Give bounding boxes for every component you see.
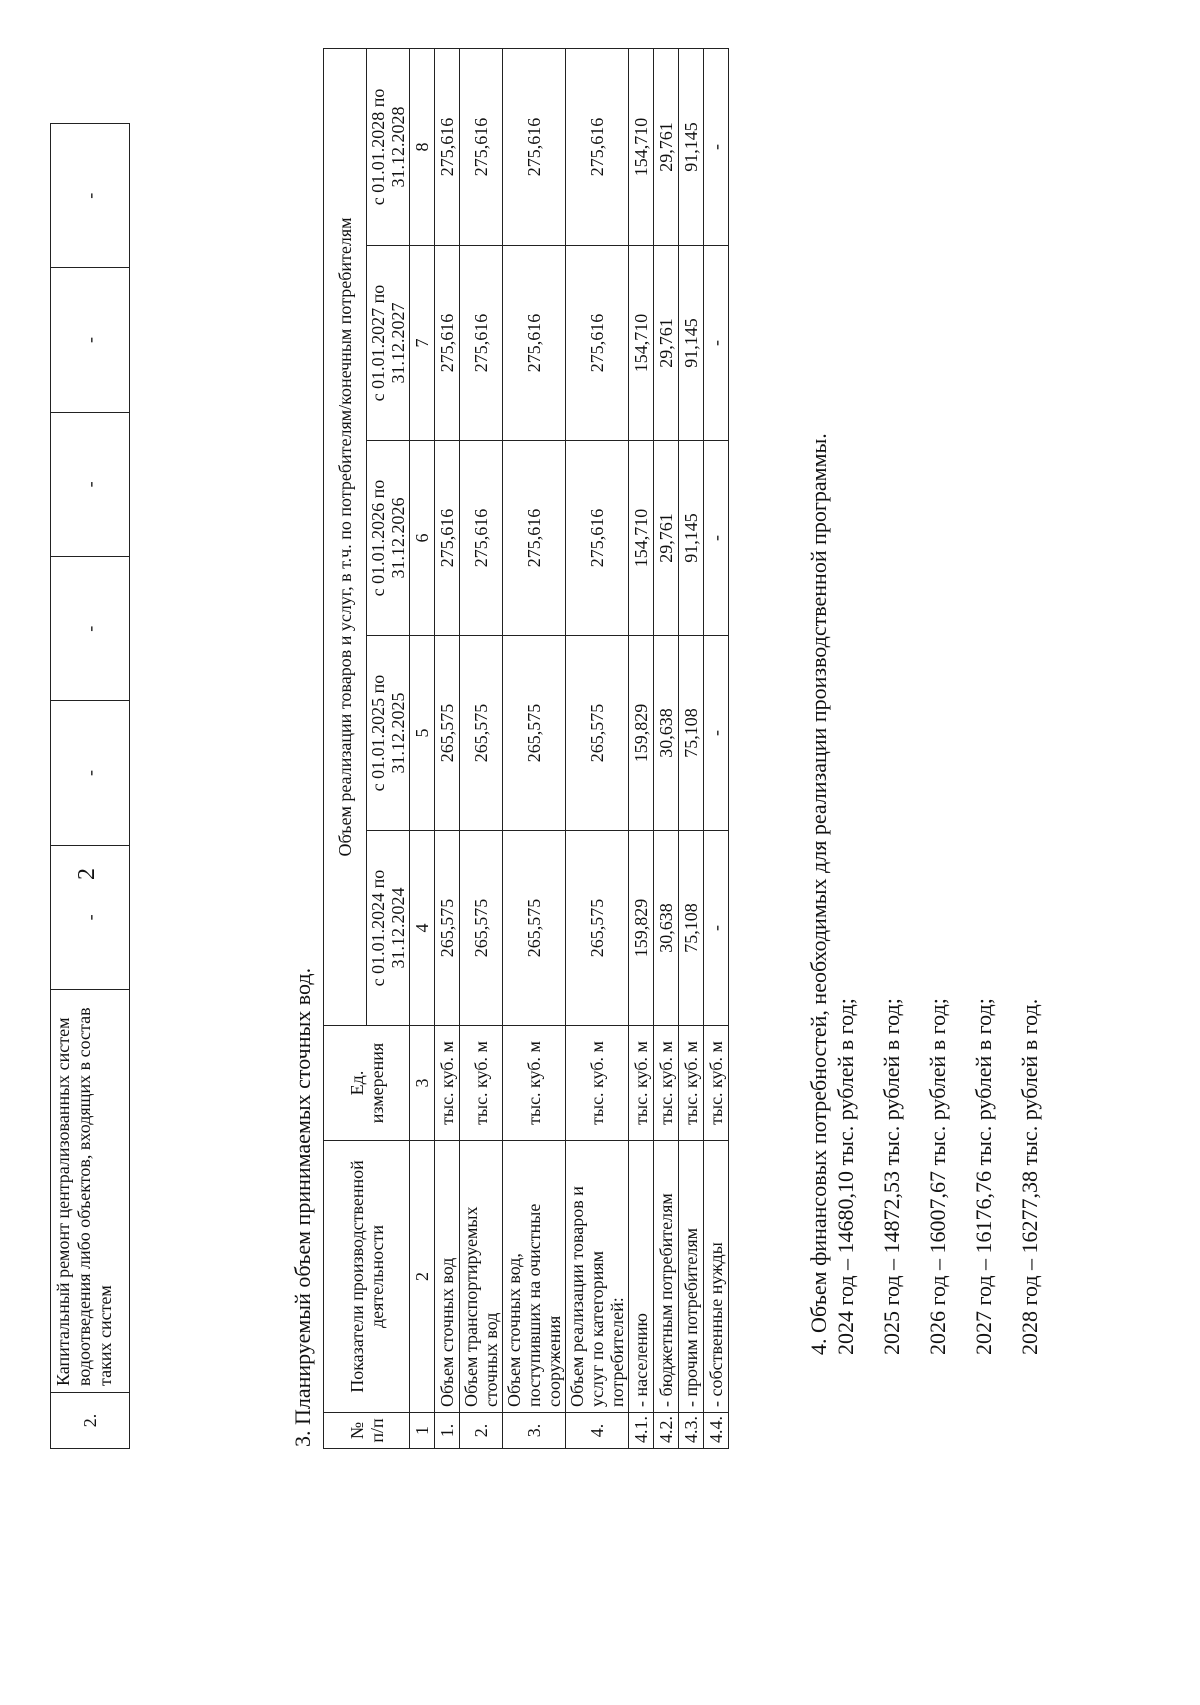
table-cell: 275,616 (460, 48, 503, 245)
table-row (51, 124, 130, 1449)
row-unit: тыс. куб. м (566, 1026, 629, 1141)
header-period: с 01.01.2027 по 31.12.2027 (367, 246, 410, 441)
table-cell: - (51, 845, 130, 989)
header-period: с 01.01.2026 по 31.12.2026 (367, 441, 410, 636)
table-cell: - (704, 636, 729, 831)
wastewater-volume-table (323, 48, 729, 1449)
table-cell: 265,575 (503, 636, 566, 831)
column-number: 3 (410, 1026, 435, 1141)
row-number: 4.4. (704, 1413, 729, 1449)
row-number: 2. (51, 1393, 130, 1449)
table-cell: 275,616 (460, 246, 503, 441)
table-cell: - (51, 268, 130, 412)
row-unit: тыс. куб. м (503, 1026, 566, 1141)
table-cell: 30,638 (654, 636, 679, 831)
row-unit: тыс. куб. м (435, 1026, 460, 1141)
table-cell: - (51, 412, 130, 556)
row-number: 4.1. (629, 1413, 654, 1449)
table-cell: 275,616 (566, 48, 629, 245)
table-cell: 265,575 (460, 636, 503, 831)
row-number: 4.2. (654, 1413, 679, 1449)
page-number: 2 (74, 868, 100, 880)
table-cell: 275,616 (460, 441, 503, 636)
table-cell: 91,145 (679, 441, 704, 636)
row-indicator: Объем транспортируемых сточных вод (460, 1141, 503, 1413)
section-4-title: 4. Объем финансовых потребностей, необходимых для реализации производственной программы. (806, 433, 831, 1355)
header-period: с 01.01.2024 по 31.12.2024 (367, 831, 410, 1026)
header-volume: Объем реализации товаров и услуг, в т.ч. по потребителям/конечным потребителям (324, 48, 367, 1025)
row-unit: тыс. куб. м (629, 1026, 654, 1141)
row-number: 4. (566, 1413, 629, 1449)
table-cell: 275,616 (435, 48, 460, 245)
table-row (435, 48, 460, 1448)
financial-line: 2024 год – 14680,10 тыс. рублей в год; (833, 998, 858, 1355)
table-cell: - (51, 557, 130, 701)
header-indicator: Показатели производственной деятельности (324, 1141, 410, 1413)
column-number: 4 (410, 831, 435, 1026)
table-cell: - (51, 124, 130, 268)
table-row (629, 48, 654, 1448)
row-unit: тыс. куб. м (654, 1026, 679, 1141)
table-row (503, 48, 566, 1448)
row-number: 4.3. (679, 1413, 704, 1449)
row-unit: тыс. куб. м (704, 1026, 729, 1141)
table-cell: 75,108 (679, 636, 704, 831)
financial-line: 2025 год – 14872,53 тыс. рублей в год; (879, 998, 904, 1355)
section-3-title: 3. Планируемый объем принимаемых сточных вод. (290, 967, 315, 1447)
program-activities-table-fragment (50, 123, 130, 1449)
row-indicator: - собственные нужды (704, 1141, 729, 1413)
table-cell: 154,710 (629, 246, 654, 441)
table-cell: 275,616 (503, 246, 566, 441)
table-row (654, 48, 679, 1448)
row-indicator: - бюджетным потребителям (654, 1141, 679, 1413)
row-number: 2. (460, 1413, 503, 1449)
row-indicator: - населению (629, 1141, 654, 1413)
row-indicator: Объем сточных вод, поступивших на очистные сооружения (503, 1141, 566, 1413)
table-cell: - (51, 701, 130, 845)
table-row (704, 48, 729, 1448)
table-cell: 275,616 (503, 48, 566, 245)
table-cell: 91,145 (679, 48, 704, 245)
table-cell: 265,575 (566, 831, 629, 1026)
financial-line: 2028 год – 16277,38 тыс. рублей в год. (1017, 998, 1042, 1355)
table-cell: 154,710 (629, 441, 654, 636)
column-number: 2 (410, 1141, 435, 1413)
table-row (566, 48, 629, 1448)
row-indicator: Объем сточных вод (435, 1141, 460, 1413)
header-unit: Ед. измерения (324, 1026, 410, 1141)
table-cell: 29,761 (654, 441, 679, 636)
column-number: 1 (410, 1413, 435, 1449)
activity-description: Капитальный ремонт централизованных систем водоотведения либо объектов, входящих в состав таких систем (51, 990, 130, 1393)
table-cell: 30,638 (654, 831, 679, 1026)
table-cell: 275,616 (566, 441, 629, 636)
table-row (679, 48, 704, 1448)
header-num: № п/п (324, 1413, 410, 1449)
header-period: с 01.01.2025 по 31.12.2025 (367, 636, 410, 831)
table-row (460, 48, 503, 1448)
column-number: 7 (410, 246, 435, 441)
row-indicator: - прочим потребителям (679, 1141, 704, 1413)
column-number: 5 (410, 636, 435, 831)
table-cell: 159,829 (629, 636, 654, 831)
table-cell: 275,616 (435, 246, 460, 441)
table-cell: 265,575 (566, 636, 629, 831)
financial-line: 2026 год – 16007,67 тыс. рублей в год; (925, 998, 950, 1355)
financial-line: 2027 год – 16176,76 тыс. рублей в год; (971, 998, 996, 1355)
table-cell: 265,575 (460, 831, 503, 1026)
table-cell: 91,145 (679, 246, 704, 441)
table-cell: 275,616 (566, 246, 629, 441)
row-unit: тыс. куб. м (679, 1026, 704, 1141)
table-cell: 154,710 (629, 48, 654, 245)
table-cell: - (704, 48, 729, 245)
table-cell: 265,575 (435, 636, 460, 831)
header-row (324, 48, 367, 1448)
table-cell: - (704, 441, 729, 636)
table-cell: 265,575 (503, 831, 566, 1026)
column-number: 6 (410, 441, 435, 636)
table-cell: - (704, 831, 729, 1026)
table-cell: 265,575 (435, 831, 460, 1026)
table-cell: 275,616 (503, 441, 566, 636)
row-indicator: Объем реализации товаров и услуг по категориям потребителей: (566, 1141, 629, 1413)
table-cell: 275,616 (435, 441, 460, 636)
row-number: 3. (503, 1413, 566, 1449)
table-cell: - (704, 246, 729, 441)
table-cell: 29,761 (654, 48, 679, 245)
column-number: 8 (410, 48, 435, 245)
section-4-financial-needs (805, 433, 1043, 1355)
row-number: 1. (435, 1413, 460, 1449)
table-cell: 75,108 (679, 831, 704, 1026)
column-number-row (410, 48, 435, 1448)
table-cell: 159,829 (629, 831, 654, 1026)
header-period: с 01.01.2028 по 31.12.2028 (367, 48, 410, 245)
row-unit: тыс. куб. м (460, 1026, 503, 1141)
table-cell: 29,761 (654, 246, 679, 441)
